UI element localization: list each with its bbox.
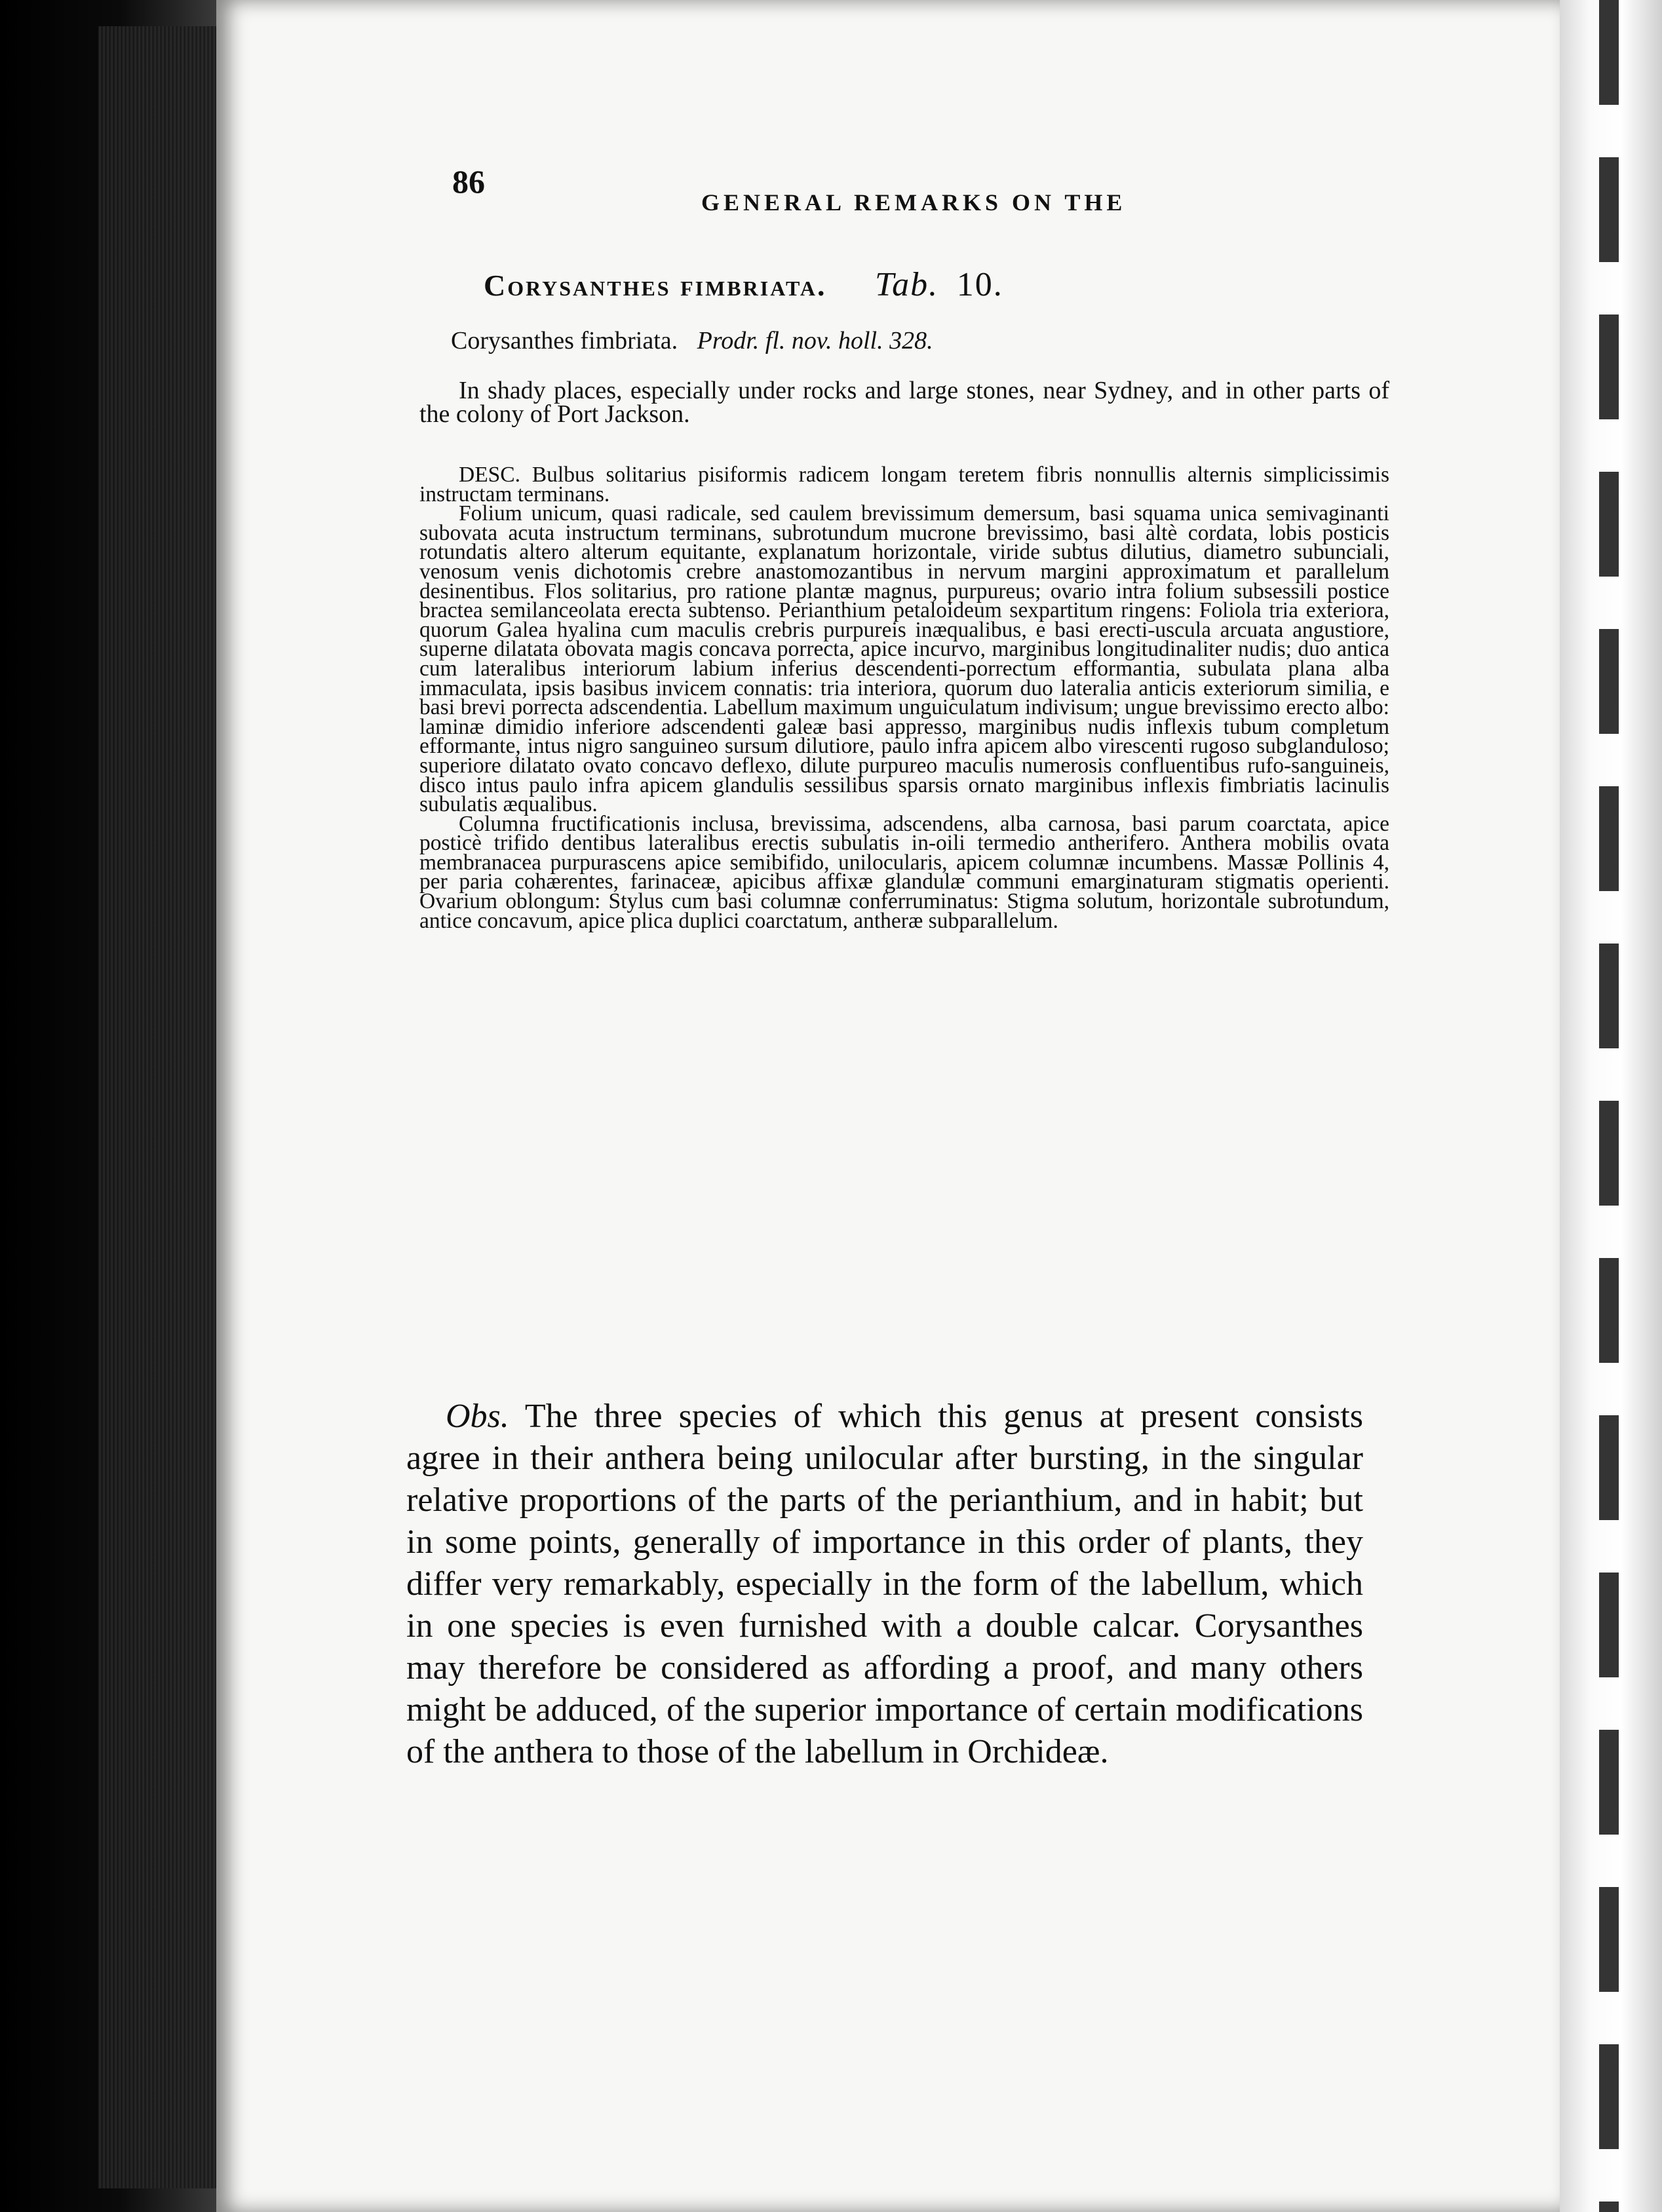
page-number: 86 <box>452 163 485 200</box>
running-head <box>452 162 1370 216</box>
observation-section <box>406 1396 1363 1773</box>
species-name: Corysanthes fimbriata. <box>484 269 827 302</box>
facing-page-edge <box>1560 0 1662 2212</box>
habitat-text: In shady places, especially under rocks and large stones, near Sydney, and in other parts of the colony of Port Jackson. <box>419 377 1389 428</box>
species-heading <box>484 265 1003 304</box>
description-paragraph-bulb: DESC. Bulbus solitarius pisiformis radicem longam teretem fibris nonnullis alternis simplicissimis instructam terminans. <box>419 463 1389 506</box>
description-paragraph-column: Columna fructificationis inclusa, brevissima, adscendens, alba carnosa, basi parum coarctata, apice posticè trifido dentibus lateralibus erectis subulatis in-oili termedio antherifero. Anthera mobilis ovata membranacea purpurascens apice semibifido, unilocularis, apicem columnæ incumbens. Massæ Pollinis 4, per paria cohærentes, farinaceæ, apicibus affixæ glandulæ communi emarginaturam stigmatis operienti. Ovarium oblongum: Stylus cum basi columnæ conferruminatus: Stigma solutum, horizontale subrotundum, antice concavum, apice plica duplici coarctatum, antheræ subparallelum. <box>419 811 1389 933</box>
synonym-line <box>451 326 933 355</box>
synonym-reference: Prodr. fl. nov. holl. 328. <box>697 327 933 354</box>
description-section <box>419 463 1389 933</box>
book-page-edges <box>98 26 223 2188</box>
plate-number: 10. <box>956 266 1003 303</box>
synonym-name: Corysanthes fimbriata. <box>451 327 678 354</box>
running-head-title: GENERAL REMARKS ON THE <box>701 189 1127 216</box>
facing-page-mark <box>1599 0 1619 2212</box>
observation-label: Obs. <box>446 1398 509 1435</box>
observation-text: The three species of which this genus at present consists agree in their anthera being unilocular after bursting, in the singular relative proportions of the parts of the perianthium, and in habit; but in some points, generally of importance in this order of plants, they differ very remarkably, especially in the form of the labellum, which in one species is even furnished with a double calcar. Corysanthes may therefore be considered as affording a proof, and many others might be adduced, of the superior importance of certain modifications of the anthera to those of the labellum in Orchideæ. <box>406 1398 1363 1770</box>
plate-label: Tab. <box>875 266 939 303</box>
habitat-paragraph <box>419 379 1389 426</box>
observation-paragraph <box>406 1396 1363 1773</box>
description-paragraph-leaf-flower: Folium unicum, quasi radicale, sed caulem brevissimum demersum, basi squama unica semivaginanti subovata acuta instructum terminans, subrotundum mucrone brevissimo, basi altè cordata, lobis posticis rotundatis altero alterum equitante, explanatum horizontale, viride subtus dilutius, diametro subunciali, venosum venis dichotomis crebre anastomozantibus in nervum margini approximatum et parallelum desinentibus. Flos solitarius, pro ratione plantæ magnus, purpureus; ovario intra folium subsessili postice bractea semilanceolata erecta subtenso. Perianthium petaloideum sexpartitum ringens: Foliola tria exteriora, quorum Galea hyalina cum maculis crebris purpureis inæqualibus, e basi erecti-uscula arcuata angustiore, superne dilatata obovata magis concava porrecta, apice incurvo, marginibus longitudinaliter nudis; duo antica cum lateralibus interiorum labium inferius descendenti-porrectum efformantia, subulata plana alba immaculata, ipsis basibus invicem connatis: tria interiora, quorum duo lateralia anticis exteriorum similia, e basi brevi porrecta adscendentia. Labellum maximum unguiculatum indivisum; ungue brevissimo erecto albo: laminæ dimidio inferiore adscendenti galeæ basi appresso, marginibus nudis inflexis tubum completum efformante, intus nigro sanguineo sursum dilutiore, paulo infra apicem albo virescenti rugoso subglanduloso; superiore dilatato ovato concavo deflexo, dilute purpureo maculis numerosis confluentibus rufo-sanguineis, disco intus paulo infra apicem glandulis sessilibus sparsis ornato marginibus inflexis fimbriatis lacinulis subulatis æqualibus. <box>419 501 1389 817</box>
